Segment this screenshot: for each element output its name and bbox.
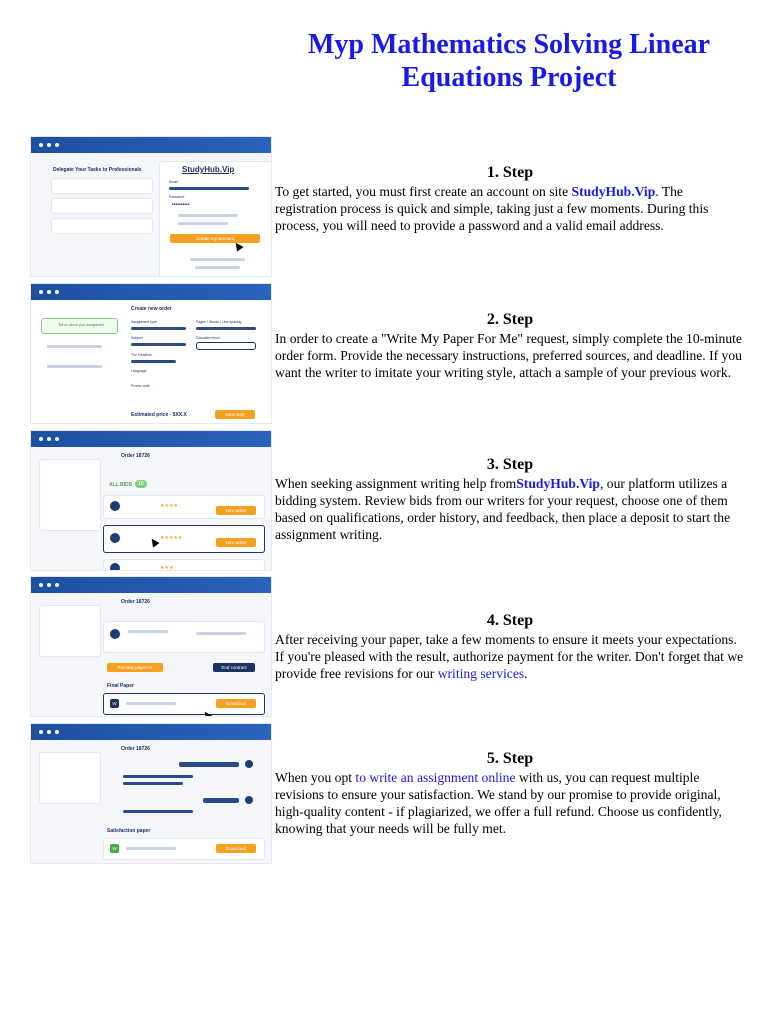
signup-panel xyxy=(159,161,272,277)
education-label: Education level xyxy=(196,336,220,340)
bid-count: 10 xyxy=(135,480,147,488)
email-field[interactable] xyxy=(169,187,249,190)
browser-bar xyxy=(31,431,271,447)
order-number: Order 18726 xyxy=(121,746,150,752)
step-4 xyxy=(275,611,745,682)
subject-label: Subject xyxy=(131,336,143,340)
write-assignment-link[interactable]: to write an assignment online xyxy=(355,770,516,785)
writer-avatar xyxy=(110,563,120,571)
writer-avatar xyxy=(110,533,120,543)
rating-stars: ★★★★ xyxy=(160,503,178,509)
step-heading: 4. Step xyxy=(486,612,534,629)
step-text: When seeking assignment writing help fromStudyHub.Vip, our platform utilizes a bidding system. Review bids from our writers for your request, choose one of them based on qualifications, order history, and feedback, then place a deposit to start the assignment writing. xyxy=(275,476,731,542)
step-2 xyxy=(275,310,745,381)
step-1 xyxy=(275,163,745,234)
cursor-icon xyxy=(148,536,159,547)
hire-writer-button[interactable]: Hire writer xyxy=(216,506,256,515)
step-text: When you opt to write an assignment online with us, you can request multiple revisions to ensure your satisfaction. We stand by our promise to provide original, high-quality content - if plagiarized, we offer a full refund. Choose us confidently, knowing that your needs will be fully met. xyxy=(275,770,722,836)
all-bids-label: ALL BIDS xyxy=(109,482,132,488)
step-heading: 3. Step xyxy=(486,456,534,473)
download-button[interactable]: Download xyxy=(216,699,256,708)
word-file-icon: W xyxy=(110,699,119,708)
step-heading: 1. Step xyxy=(486,164,534,181)
writer-avatar xyxy=(110,629,120,639)
email-label: Email xyxy=(169,180,178,184)
subject-field[interactable] xyxy=(131,343,186,346)
rating-stars: ★★★ xyxy=(160,565,174,571)
step-text: To get started, you must first create an account on site StudyHub.Vip. The registration process is quick and simple, taking just a few moments. During this process, you will need to provide a password and a valid email address. xyxy=(275,184,709,233)
pages-field[interactable] xyxy=(196,327,256,330)
step-heading: 5. Step xyxy=(486,750,534,767)
satisfaction-paper-label: Satisfaction paper xyxy=(107,828,151,834)
screenshot-registration xyxy=(30,136,272,277)
step-text: In order to create a "Write My Paper For Me" request, simply complete the 10-minute order form. Provide the necessary instructions, preferred sources, and deadline. If you want the writer to imitate your writing style, attach a sample of your previous work. xyxy=(275,331,742,380)
step-3 xyxy=(275,455,745,543)
create-order-heading: Create new order xyxy=(131,306,172,312)
assignment-type-field[interactable] xyxy=(131,327,186,330)
password-field[interactable]: •••••••••• xyxy=(172,202,190,208)
browser-bar xyxy=(31,724,271,740)
step-text: After receiving your paper, take a few moments to ensure it meets your expectations. If you're pleased with the result, authorize payment for the writer. Don't forget that we provide free revisions for our writing services. xyxy=(275,632,744,681)
end-contract-button[interactable]: End contract xyxy=(213,663,255,672)
promo-label: Promo code xyxy=(131,384,150,388)
delegate-heading: Delegate Your Tasks to Professionals xyxy=(53,167,142,173)
deadline-label: The Deadline xyxy=(131,353,152,357)
screenshot-revisions xyxy=(30,723,272,864)
step-assignment: Tell us about your assignment xyxy=(58,323,105,327)
order-number: Order 18726 xyxy=(121,453,150,459)
language-label: Language xyxy=(131,369,147,373)
estimated-price: Estimated price - $XX.X xyxy=(131,412,187,418)
final-paper-label: Final Paper xyxy=(107,683,134,689)
assignment-type-label: Assignment type xyxy=(131,320,157,324)
studyhub-logo: StudyHub.Vip xyxy=(182,165,235,174)
password-label: Password xyxy=(169,195,185,199)
screenshot-final-paper xyxy=(30,576,272,717)
step-heading: 2. Step xyxy=(486,311,534,328)
rating-stars: ★★★★★ xyxy=(160,535,183,541)
deadline-field[interactable] xyxy=(131,360,176,363)
page-title-line-2: Equations Project xyxy=(401,62,617,93)
studyhub-link[interactable]: StudyHub.Vip xyxy=(516,476,600,491)
hire-writer-button[interactable]: Hire writer xyxy=(216,538,256,547)
download-button[interactable]: Download xyxy=(216,844,256,853)
browser-bar xyxy=(31,284,271,300)
word-file-icon: W xyxy=(110,844,119,853)
step-5 xyxy=(275,749,745,837)
create-account-button[interactable]: Create my account xyxy=(170,234,260,243)
release-payment-button[interactable]: Release payment xyxy=(107,663,163,672)
browser-bar xyxy=(31,577,271,593)
studyhub-link[interactable]: StudyHub.Vip xyxy=(571,184,656,199)
browser-bar xyxy=(31,137,271,153)
pages-label: Pages / Words / Line spacing xyxy=(196,320,242,324)
writer-avatar xyxy=(110,501,120,511)
screenshot-order-form xyxy=(30,283,272,424)
page-title-line-1: Myp Mathematics Solving Linear xyxy=(307,29,711,60)
screenshot-bids xyxy=(30,430,272,571)
education-field[interactable] xyxy=(196,342,256,350)
page-title xyxy=(270,28,748,94)
order-number: Order 18726 xyxy=(121,599,150,605)
writing-services-link[interactable]: writing services xyxy=(437,666,525,681)
next-step-button[interactable]: Next step xyxy=(215,410,255,419)
